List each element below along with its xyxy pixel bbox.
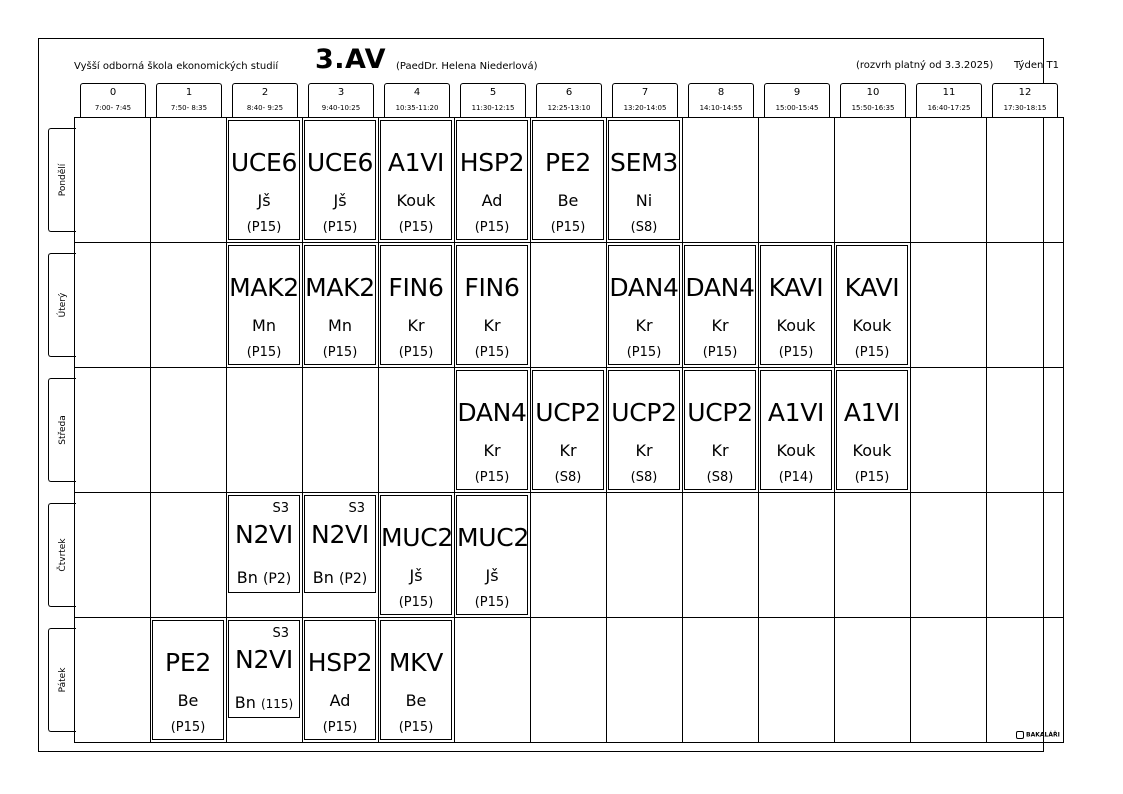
grid-line [74, 242, 1064, 243]
lesson-card[interactable]: DAN4 Kr (P15) [608, 245, 680, 365]
group-label: S3 [272, 501, 289, 516]
lesson-card[interactable]: UCP2 Kr (S8) [684, 370, 756, 490]
lesson-card[interactable]: A1VI Kouk (P14) [760, 370, 832, 490]
grid-line [74, 742, 1064, 743]
grid-line [758, 117, 759, 743]
grid-line [606, 117, 607, 743]
validity-note: (rozvrh platný od 3.3.2025) [856, 60, 994, 71]
lesson-card[interactable]: A1VI Kouk (P15) [380, 120, 452, 240]
lesson-card[interactable]: PE2 Be (P15) [152, 620, 224, 740]
lesson-card[interactable]: A1VI Kouk (P15) [836, 370, 908, 490]
week-label: Týden T1 [1014, 60, 1059, 71]
period-header: 0 7:00- 7:45 [80, 83, 146, 117]
day-tab-wednesday: Středa [48, 378, 76, 482]
class-teacher: (PaedDr. Helena Niederlová) [396, 61, 538, 72]
lesson-card[interactable]: MAK2 Mn (P15) [228, 245, 300, 365]
hexagon-icon [1016, 731, 1024, 739]
lesson-card[interactable]: S3 N2VI Bn (P2) [304, 495, 376, 593]
lesson-card[interactable]: MKV Be (P15) [380, 620, 452, 740]
lesson-card[interactable]: UCP2 Kr (S8) [532, 370, 604, 490]
period-header: 2 8:40- 9:25 [232, 83, 298, 117]
lesson-card[interactable]: HSP2 Ad (P15) [304, 620, 376, 740]
day-tab-tuesday: Úterý [48, 253, 76, 357]
grid-line [986, 117, 987, 743]
grid-line [834, 117, 835, 743]
period-header: 7 13:20-14:05 [612, 83, 678, 117]
lesson-card[interactable]: UCE6 Jš (P15) [228, 120, 300, 240]
lesson-card[interactable]: FIN6 Kr (P15) [380, 245, 452, 365]
lesson-card[interactable]: UCP2 Kr (S8) [608, 370, 680, 490]
period-header: 3 9:40-10:25 [308, 83, 374, 117]
grid-line [74, 492, 1064, 493]
grid-line [74, 117, 1064, 118]
period-header: 4 10:35-11:20 [384, 83, 450, 117]
lesson-card[interactable]: FIN6 Kr (P15) [456, 245, 528, 365]
bakalari-logo: BAKALÁŘI [1016, 731, 1060, 739]
lesson-card[interactable]: UCE6 Jš (P15) [304, 120, 376, 240]
period-header: 1 7:50- 8:35 [156, 83, 222, 117]
lesson-card[interactable]: MAK2 Mn (P15) [304, 245, 376, 365]
lesson-card[interactable]: MUC2 Jš (P15) [456, 495, 528, 615]
grid-line [302, 117, 303, 743]
day-tab-thursday: Čtvrtek [48, 503, 76, 607]
grid-line [530, 117, 531, 743]
period-header: 12 17:30-18:15 [992, 83, 1058, 117]
lesson-card[interactable]: SEM3 Ni (S8) [608, 120, 680, 240]
lesson-card[interactable]: S3 N2VI Bn (P2) [228, 495, 300, 593]
school-name: Vyšší odborná škola ekonomických studií [74, 61, 279, 72]
grid-line [682, 117, 683, 743]
group-label: S3 [348, 501, 365, 516]
grid-line [74, 617, 1064, 618]
lesson-card[interactable]: KAVI Kouk (P15) [760, 245, 832, 365]
lesson-card[interactable]: HSP2 Ad (P15) [456, 120, 528, 240]
lesson-card[interactable]: PE2 Be (P15) [532, 120, 604, 240]
lesson-card[interactable]: DAN4 Kr (P15) [684, 245, 756, 365]
day-tab-monday: Pondělí [48, 128, 76, 232]
lesson-card[interactable]: DAN4 Kr (P15) [456, 370, 528, 490]
grid-line [910, 117, 911, 743]
period-header: 11 16:40-17:25 [916, 83, 982, 117]
grid-line [74, 367, 1064, 368]
period-header: 9 15:00-15:45 [764, 83, 830, 117]
grid-line [226, 117, 227, 743]
grid-line [378, 117, 379, 743]
lesson-card[interactable]: KAVI Kouk (P15) [836, 245, 908, 365]
lesson-card[interactable]: MUC2 Jš (P15) [380, 495, 452, 615]
grid-line [1063, 117, 1064, 743]
day-tab-friday: Pátek [48, 628, 76, 732]
period-header: 5 11:30-12:15 [460, 83, 526, 117]
group-label: S3 [272, 626, 289, 641]
grid-line [74, 117, 75, 743]
period-header: 6 12:25-13:10 [536, 83, 602, 117]
period-header: 10 15:50-16:35 [840, 83, 906, 117]
lesson-card[interactable]: S3 N2VI Bn (115) [228, 620, 300, 718]
grid-line [454, 117, 455, 743]
class-name: 3.AV [315, 44, 387, 75]
grid-line [150, 117, 151, 743]
period-header: 8 14:10-14:55 [688, 83, 754, 117]
